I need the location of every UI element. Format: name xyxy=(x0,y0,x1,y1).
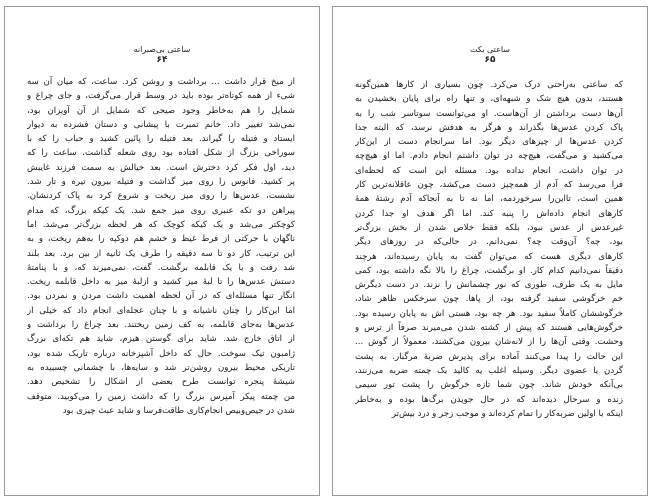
right-page-text-line: وحشت. وقتی آن‌ها را از لانه‌شان بیرون می‌کشند، معمولاً از گوش ... xyxy=(355,337,623,348)
left-page-text-line: از اتاق خارج شد. شاید برای گوستن هیزم، شاید هم تکه‌ای بزرگ xyxy=(27,334,295,345)
right-page-header xyxy=(333,45,647,65)
left-page-text-line: انگار تنها مسئله‌ای که در آن لحظه اهمیت داشت مردن و نمردن بود. xyxy=(27,291,295,302)
right-page-text-line: هستند، بدون هیچ شک و شبهه‌ای، و تنها راه برای پایان بخشیدن به xyxy=(355,94,623,105)
right-page-text-line: زنده و سرحال دیده‌اند که در حال جویدن برگ‌ها بوده و به‌خاطر xyxy=(355,394,623,405)
right-page-running-title: ساعتی یکت xyxy=(469,45,511,54)
right-page-text-line: آن‌ها دست برداشتن از آن‌هاست. او می‌توانست سوتاسر شب را به xyxy=(355,108,623,119)
right-page-text-line: پاک کردن عدس‌ها بگذراند و هرگز به هدفش نرسد، که البته جدا xyxy=(355,122,623,133)
left-page-text-line: شی‌ء از همه کوتاه‌تر بوده باید در وسط قرار می‌گرفت، و جای چراغ و xyxy=(27,91,295,102)
left-page-body-text xyxy=(5,75,319,418)
right-page-text-line: دقیقاً نمی‌دانیم کدام کار. او برگشت، چراغ را بالا نگه داشته بود، کمی xyxy=(355,265,623,276)
left-page-text-line: نمی‌شد تغییر داد. خانم تمبرت با پیشانی و دستان فشرده به دیوار xyxy=(27,119,295,130)
left-page-number: ۶۴ xyxy=(156,55,168,65)
right-page-text-line: خرگوش‌هایی هستند که پیش از کشته شدن می‌میرند صرفاً از ترس و xyxy=(355,323,623,334)
left-page-text-line: کوچکتر می‌شد و یک کیکه کوچک که هر لحظه بزرگ‌تر می‌شد. اما xyxy=(27,219,295,230)
right-page-text-line: کارهای دیگری هست که می‌توان گفت به پایان رسیده‌اند، هرچند xyxy=(355,251,623,262)
left-page-text-line: شمایل را هم به‌خاطر وجود صیحی که شمایل از آن آویزان بود، xyxy=(27,105,295,116)
left-page-text-line: ناگهان با حرکتی از فرط غیظ و خشم هم دوکپه را به‌هم ریخت، و به xyxy=(27,234,295,245)
left-page-text-line: من چمته پیکر آمپرس بزرگ را که داشت زمین را می‌کوبید. متوقف xyxy=(27,391,295,402)
right-page-text-line: که ساعتی به‌راحتی درک می‌کرد. چون بسیاری از کارها همین‌گونه xyxy=(355,80,623,90)
left-page-running-title: ساعتی بی‌صبرانه xyxy=(133,45,191,54)
right-page-text-line: خرگوششان کاملاً سفید بود. هر چه بود، هستی اش به پایان رسیده بود. xyxy=(355,308,623,319)
right-page-text-line: این حالت را پیدا می‌کنند آماده برای پذیرش ضربهٔ مرگبار. به پشت xyxy=(355,351,623,362)
left-page-text-line: نشست، عدس‌ها را روی میز ریخت و شروع کرد به پاک کردنشان. xyxy=(27,191,295,202)
left-page-text-line: شدن در حیص‌وبیص انجام‌کاری طاقت‌فرسا و شاید عبث چیزی بود xyxy=(62,405,295,416)
right-page-text-line: مایل به یک طرف، طوری که نور چشمانش را نزند. در دست دیگرش xyxy=(355,280,623,291)
left-page-text-line: پر کشید. فانوس را روی میز گذاشت و فتیله بیرون تیره و تار شد. xyxy=(27,177,295,188)
right-page-text-line: کردن عدس‌ها از چیزهای دیگر بود. اما سرانجام دست از این‌کار xyxy=(355,137,623,148)
left-page-text-line: دستش عدس‌ها را تا لبهٔ میز کشید و ازلبهٔ میز به داخل قابلمه ریخت. xyxy=(27,277,295,288)
left-page-text-line: شد رفت و با یک قابلمه برگشت. گفت، نمی‌میرند که، و با پنامتهٔ xyxy=(27,262,295,273)
left-page-text-line: این ترتیب، کار دو تا سه دقیقه را طرف یک ثانیه از بین برد. بعد بلند xyxy=(27,248,295,259)
right-page-text-line: غیرعدس از عدس نبود، بلکه فقط خلاص شدن از بخش بزرگ‌تر xyxy=(355,222,623,233)
left-page-text-line: از میخ قرار داشت ... برداشت و روشن کرد. ساعت، که میان آن سه xyxy=(27,77,295,87)
right-page-text-line: گردن یا عضوی دیگر. وسیله اغلب یه کالید یک چمته ضربه می‌زنند، xyxy=(355,365,623,376)
left-page-text-line: تاریکی محیط بیرون روشن‌تر شد و سایه‌ها، با چشمانی چسبیده به xyxy=(27,362,295,373)
right-page-number: ۶۵ xyxy=(484,55,496,65)
right-page-text-line: بی‌آنکه خودش شاند. چون شما تازه خرگوش را پشت تور سیمی xyxy=(355,380,623,391)
left-page-text-line: اما این‌کار را چنان ناشیانه و با چنان عجله‌ای انجام داد که خیلی از xyxy=(27,305,295,316)
left-page-header xyxy=(5,45,319,65)
left-page-text-line: دید، اول فکر کرد دخترش است. بعد خیالش به سمت فرزند غایبش xyxy=(27,162,295,173)
left-page-text-line: سوراخی بزرگ از شکل افتاده بود روی شعله گذاشت. ساعت را که xyxy=(27,148,295,159)
right-page-text-line: فرا می‌رسد که آدم از همه‌چیز دست می‌کشد، چون عاقلانه‌ترین کار xyxy=(355,180,623,191)
left-page-text-line: ژامبون تیک سوخت. حال که داخل آشپزخانه درباره تاریک شده بود، xyxy=(27,348,295,359)
left-page-text-line: پیراهن دو تکه عنبری روی میز جمع شد. یک کیکه بزرگ، که مدام xyxy=(27,205,295,216)
right-page-text-line: کارهای انجام داده‌اش را پنبه کند. اما اگر هدف او جدا کردن xyxy=(355,208,623,219)
right-page-text-line: بود، چه؟ آن‌وقت چه؟ نمی‌دانم. در حالی‌که در روزهای دیگر xyxy=(355,237,623,248)
right-page xyxy=(332,6,648,496)
left-page xyxy=(4,6,320,496)
right-page-text-line: در توان داشت، انجام نداده بود. مسئله این است که لحظه‌ای xyxy=(355,165,623,176)
right-page-body-text xyxy=(333,78,647,421)
right-page-text-line: خم خرگوشی سفید گرفته بود، از پاها. چون سرخکس ظاهر شاد، xyxy=(355,294,623,305)
right-page-text-line: همین است، تااین‌را سرخوردمه، اما نه تا به آنجاکه آدم رشتهٔ همهٔ xyxy=(355,194,623,205)
left-page-text-line: شیشهٔ پنجره توانست طرح بعضی از اشکال را تشخیص دهد. xyxy=(27,377,295,388)
right-page-text-line: اینکه با اولین ضربه‌کار را تمام کرده‌اند و موجب زجر و درد بیش‌تر xyxy=(391,408,623,419)
left-page-text-line: عدس‌ها به‌جای قابلمه، به کف زمین ریختند. بعد چراغ را برداشت و xyxy=(27,320,295,331)
right-page-text-line: می‌کشید و می‌گفت، هیچ‌چه در توان داشتم انجام دادم. اما او هیچ‌چه xyxy=(355,151,623,162)
left-page-text-line: ایستاد و فتیله را گیراند. بعد فتیله را پائین کشید و حباب را که با xyxy=(27,134,295,145)
